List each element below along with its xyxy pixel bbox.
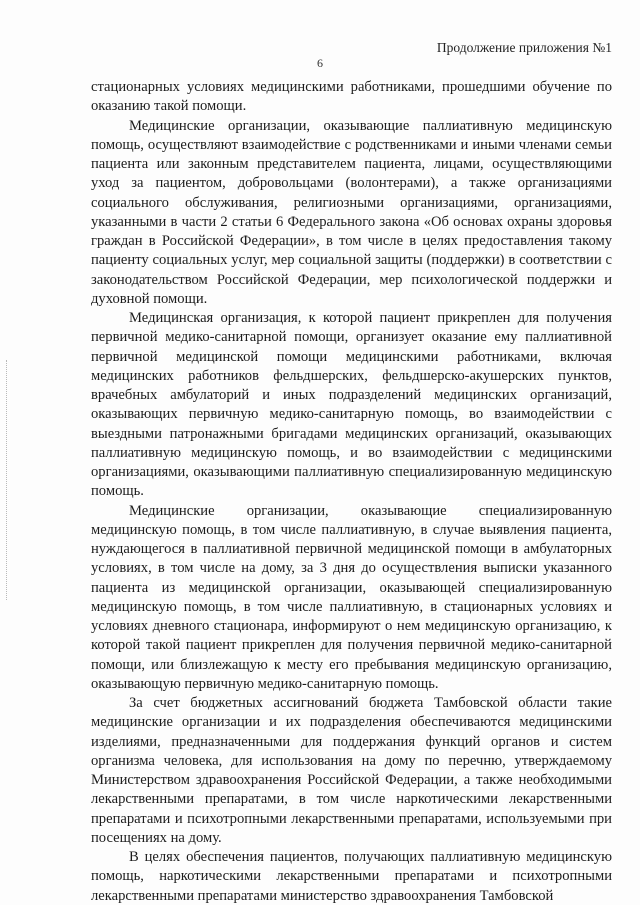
appendix-continuation-note: Продолжение приложения №1 <box>436 40 612 55</box>
paragraph-drug-provision: В целях обеспечения пациентов, получающих паллиативную медицинскую помощь, наркотическими лекарственными препаратами и психотропными лекарственными препаратами министерство здравоохранения Тамбовской <box>91 849 612 904</box>
paragraph-interaction: Медицинские организации, оказывающие паллиативную медицинскую помощь, осуществляют взаимодействие с родственниками и иными членами семьи пациента или законным представителем пациента, лицами, осуществляющими уход за пациентом, добровольцами (волонтерами), а также организациями социального обслуживания, религиозными организациями, организациями, указанными в части 2 статьи 6 Федерального закона «Об основах охраны здоровья граждан в Российской Федерации», в том числе в целях предоставления такому пациенту социальных услуг, мер социальной защиты (поддержки) в соответствии с законодательством Российской Федерации, мер психологической поддержки и духовной помощи. <box>91 117 612 307</box>
paragraph-specialized-care: Медицинские организации, оказывающие специализированную медицинскую помощь, в том числе паллиативную, в случае выявления пациента, нуждающегося в паллиативной первичной медицинской помощи в амбулаторных условиях, в том числе на дому, за 3 дня до осуществления выписки указанного пациента из медицинской организации, оказывающей специализированную медицинскую помощь, в том числе паллиативную, в стационарных условиях и условиях дневного стационара, информируют о нем медицинскую организацию, к которой такой пациент прикреплен для получения первичной медико-санитарной помощи, или близлежащую к месту его пребывания медицинскую организацию, оказывающую первичную медико-санитарную помощь. <box>91 502 612 692</box>
paragraph-primary-care: Медицинская организация, к которой пациент прикреплен для получения первичной медико-санитарной помощи, организует оказание ему паллиативной первичной медицинской помощи медицинскими работниками, включая медицинских работников фельдшерских, фельдшерско-акушерских пунктов, врачебных амбулаторий и иных подразделений медицинских организаций, оказывающих первичную медико-санитарную помощь, во взаимодействии с выездными патронажными бригадами медицинских организаций, оказывающих паллиативную медицинскую помощь, и во взаимодействии с медицинскими организациями, оказывающими паллиативную специализированную медицинскую помощь. <box>91 310 612 500</box>
paragraph-continuation: стационарных условиях медицинскими работниками, прошедшими обучение по оказанию такой помощи. <box>91 79 612 115</box>
page-number: 6 <box>317 56 323 70</box>
paragraph-budget-funding: За счет бюджетных ассигнований бюджета Тамбовской области такие медицинские организации и их подразделения обеспечиваются медицинскими изделиями, предназначенными для поддержания функций органов и систем организма человека, для использования на дому по перечню, утверждаемому Министерством здравоохранения Российской Федерации, а также необходимыми лекарственными препаратами, в том числе наркотическими лекарственными препаратами и психотропными лекарственными препаратами, используемыми при посещениях на дому. <box>91 695 612 846</box>
document-body <box>91 78 612 906</box>
scan-margin-mark <box>6 360 13 600</box>
